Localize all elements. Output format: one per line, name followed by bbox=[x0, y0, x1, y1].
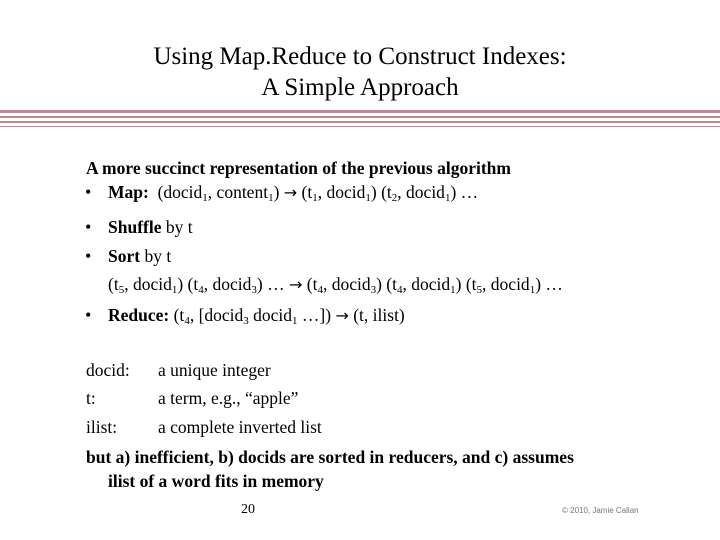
bullet-icon: • bbox=[85, 305, 92, 325]
bullet-icon: • bbox=[85, 246, 92, 266]
definition-term: ilist: bbox=[86, 417, 118, 437]
reduce-label: Reduce: bbox=[108, 305, 170, 325]
shuffle-label: Shuffle bbox=[108, 217, 162, 237]
conclusion-line-1: but a) inefficient, b) docids are sorted in reducers, and c) assumes bbox=[86, 447, 574, 467]
arrow-icon: → bbox=[288, 275, 303, 294]
bullet-sort bbox=[86, 246, 171, 267]
definition-term: docid: bbox=[86, 360, 130, 380]
bullet-reduce bbox=[86, 305, 405, 326]
map-label: Map: bbox=[108, 182, 149, 202]
divider-rule bbox=[0, 126, 720, 127]
bullet-map bbox=[86, 182, 478, 203]
shuffle-text: by t bbox=[161, 217, 193, 237]
divider-rule bbox=[0, 116, 720, 118]
arrow-icon: → bbox=[283, 183, 298, 202]
sort-label: Sort bbox=[108, 246, 141, 266]
map-text: (docid$_1$, content$_1$) → ($t_1$, docid$_1$) ($t_2$, docid$_1$) … bbox=[157, 182, 479, 204]
intro-text: A more succinct representation of the previous algorithm bbox=[86, 158, 511, 178]
slide-title bbox=[0, 41, 720, 103]
title-line-1: Using Map.Reduce to Construct Indexes: bbox=[153, 43, 567, 70]
title-line-2: A Simple Approach bbox=[261, 74, 459, 101]
definition-term: t: bbox=[86, 388, 96, 408]
sort-detail: ($t_5$, docid$_1$) ($t_4$, docid$_3$) … → ($t_4$, docid$_3$) ($t_4$, docid$_1$) ($t_5$, docid$_1$) … bbox=[108, 274, 563, 296]
bullet-shuffle bbox=[86, 217, 193, 238]
title-divider bbox=[0, 110, 720, 132]
copyright-text: © 2010, Jamie Callan bbox=[562, 506, 639, 515]
divider-rule bbox=[0, 121, 720, 123]
divider-rule bbox=[0, 110, 720, 113]
sort-text: by t bbox=[140, 246, 172, 266]
definition-desc: a complete inverted list bbox=[158, 417, 322, 437]
page-number: 20 bbox=[241, 502, 255, 517]
reduce-text: ($t_4$, [docid$_3$ docid$_1$ …]) → (t, ilist) bbox=[173, 305, 405, 327]
arrow-icon: → bbox=[335, 306, 349, 325]
definition-desc: a term, e.g., “apple” bbox=[158, 388, 299, 408]
bullet-icon: • bbox=[85, 182, 92, 202]
conclusion-line-2: ilist of a word fits in memory bbox=[108, 471, 324, 491]
definition-desc: a unique integer bbox=[158, 360, 271, 380]
bullet-icon: • bbox=[85, 217, 92, 237]
